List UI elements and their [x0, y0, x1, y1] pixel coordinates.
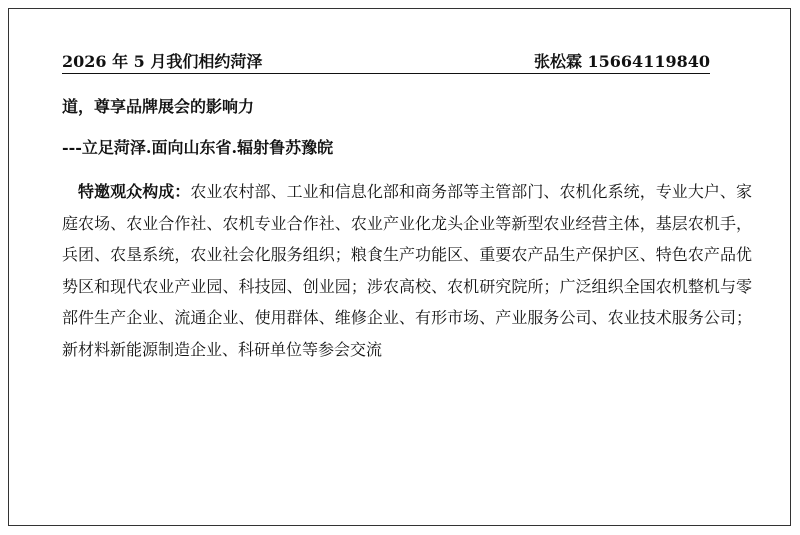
- audience-label: 特邀观众构成：: [78, 182, 191, 201]
- header-title: 2026 年 5 月我们相约菏泽: [62, 52, 263, 71]
- audience-text: 农业农村部、工业和信息化部和商务部等主管部门、农机化系统，专业大户、家庭农场、农业合作社、农机专业合作社、农业产业化龙头企业等新型农业经营主体，基层农机手，兵团、农垦系统，农业社会化服务组织；粮食生产功能区、重要农产品生产保护区、特色农产品优势区和现代农业产业园、科技园、创业园；涉农高校、农机研究院所；广泛组织全国农机整机与零部件生产企业、流通企业、使用群体、维修企业、有形市场、产业服务公司、农业技术服务公司；新材料新能源制造企业、科研单位等参会交流: [62, 182, 752, 359]
- positioning-line: ---立足菏泽.面向山东省.辐射鲁苏豫皖: [62, 138, 334, 157]
- audience-paragraph: [62, 176, 752, 365]
- influence-line: 道，尊享品牌展会的影响力: [62, 97, 255, 116]
- page-header: [62, 47, 710, 74]
- header-contact: 张松霖 15664119840: [533, 52, 710, 71]
